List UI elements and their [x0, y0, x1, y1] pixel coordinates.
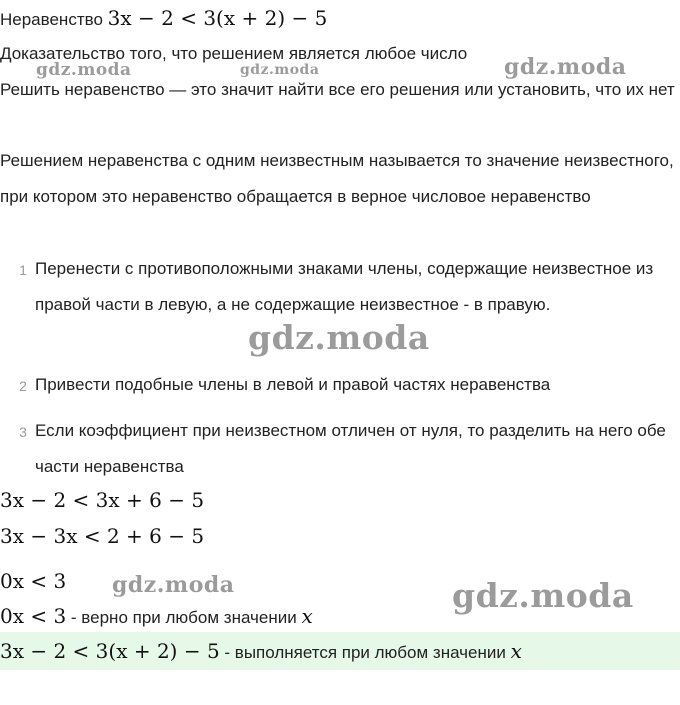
header-line	[0, 6, 680, 32]
step-text: Перенести с противоположными знаками члены, содержащие неизвестное из правой части в левую, а не содержащие неизвестное - в правую.	[35, 259, 654, 314]
answer-math: 3x − 2 < 3(x + 2) − 5	[0, 639, 220, 663]
step-text: Если коэффициент при неизвестном отличен от нуля, то разделить на него обе части неравенства	[35, 421, 666, 476]
step-text: Привести подобные члены в левой и правой частях неравенства	[35, 375, 551, 394]
watermark: gdz.moda	[452, 576, 634, 615]
answer-var: x	[510, 639, 522, 663]
answer-text: - выполняется при любом значении	[219, 643, 511, 662]
work-line-4-var: x	[301, 604, 313, 628]
header-label: Неравенство	[0, 10, 103, 29]
step-number: 1	[19, 262, 27, 278]
watermark: gdz.moda	[36, 60, 132, 80]
work-line-4-math: 0x < 3	[0, 604, 67, 628]
definition-solve: Решить неравенство — это значит найти все его решения или установить, что их нет	[0, 80, 675, 99]
watermark: gdz.moda	[112, 572, 235, 598]
answer-highlight	[0, 632, 680, 670]
header-inequality: 3x − 2 < 3(x + 2) − 5	[107, 6, 328, 30]
definition-solution: Решением неравенства с одним неизвестным называется то значение неизвестного, при котором это неравенство обращается в верное числовое неравенство	[0, 151, 674, 206]
proof-title: Доказательство того, что решением является любое число	[0, 44, 468, 63]
step-number: 2	[19, 378, 27, 394]
watermark: gdz.moda	[240, 62, 320, 78]
watermark: gdz.moda	[248, 318, 430, 357]
work-line-1: 3x − 2 < 3x + 6 − 5	[0, 488, 205, 512]
step-number: 3	[19, 424, 27, 440]
work-line-4-text: - верно при любом значении	[66, 608, 302, 627]
work-line-3: 0x < 3	[0, 569, 67, 593]
work-line-2: 3x − 3x < 2 + 6 − 5	[0, 524, 205, 548]
watermark: gdz.moda	[504, 54, 627, 80]
